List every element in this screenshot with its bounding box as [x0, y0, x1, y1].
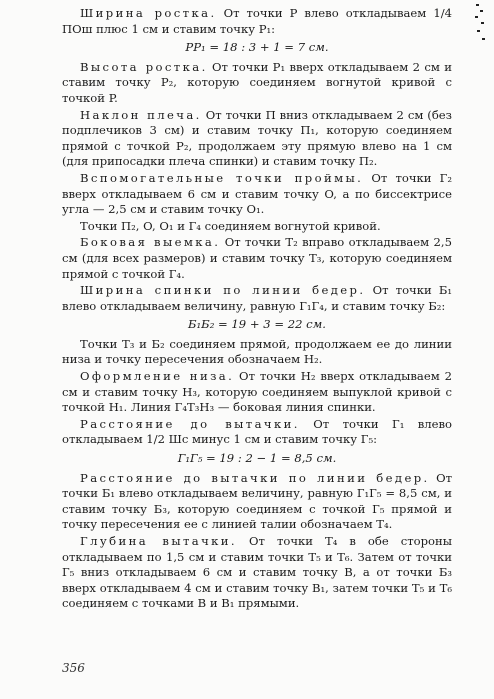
section-heading: Глубина вытачки.	[80, 534, 238, 548]
paragraph	[62, 534, 452, 612]
paragraph-body: Точки П₂, O, O₁ и Г₄ соединяем вогнутой кривой.	[80, 218, 381, 233]
scan-edge-marks	[472, 0, 486, 60]
formula: PP₁ = 18 : 3 + 1 = 7 см.	[185, 40, 329, 55]
paragraph-body: От точки H₂ вверх откладываем 2 см и ставим точку H₃, которую соединяем выпуклой кривой с точкой H₁. Линия Г₄T₃H₃ — боковая линия спинки.	[62, 369, 452, 415]
paragraph-body: От точки T₂ вправо откладываем 2,5 см (для всех размеров) и ставим точку T₃, которую соединяем прямой с точкой Г₄.	[62, 235, 452, 281]
section-heading: Ширина спинки по линии бедер.	[80, 283, 366, 298]
paragraph-body: От точки Г₂ вверх откладываем 6 см и ставим точку O, а по биссектрисе угла — 2,5 см и ставим точку O₁.	[62, 170, 452, 217]
paragraph	[62, 108, 452, 170]
paragraph-body: От точки Б₁ влево откладываем величину, равную Г₁Г₅ = 8,5 см, и ставим точку Б₃, которую соединяем с точкой Г₅ прямой и точку пересечения ее с линией талии обозначаем T₄.	[62, 470, 452, 532]
section-heading: Ширина ростка.	[80, 6, 217, 20]
section-heading: Высота ростка.	[80, 59, 208, 74]
paragraph-body: От точки T₄ в обе стороны откладываем по 1,5 см и ставим точки T₅ и T₆. Затем от точки Г₅ вниз откладываем 6 см и ставим точку B, а от точки Б₃ вверх откладываем 4 см и ставим точку B₁, затем точки T₅ и T₆ соединяем с точками B и B₁ прямыми.	[62, 534, 452, 611]
section-heading: Боковая выемка.	[80, 235, 221, 250]
paragraph-body: От точки P влево откладываем 1/4 ПОш плюс 1 см и ставим точку P₁:	[62, 6, 452, 36]
page-text	[62, 6, 452, 613]
paragraph-body: От точки Г₁ влево откладываем 1/2 Шс минус 1 см и ставим точку Г₅:	[62, 416, 453, 447]
paragraph	[62, 369, 452, 416]
page-number: 356	[62, 661, 85, 675]
paragraph-body: Точки T₃ и Б₂ соединяем прямой, продолжаем ее до линии низа и точку пересечения обозначаем H₂.	[62, 336, 452, 367]
paragraph-body: От точки P₁ вверх откладываем 2 см и ставим точку P₂, которую соединяем вогнутой кривой с точкой P.	[62, 59, 452, 105]
paragraph	[62, 471, 452, 533]
section-heading: Оформление низа.	[80, 369, 235, 384]
paragraph	[62, 235, 452, 282]
paragraph	[62, 337, 452, 368]
section-heading: Вспомогательные точки проймы.	[80, 170, 364, 185]
formula: Б₁Б₂ = 19 + 3 = 22 см.	[188, 317, 326, 332]
paragraph	[62, 6, 452, 37]
section-heading: Расстояние до вытачки по линии бедер.	[80, 470, 430, 485]
paragraph-body: От точки П вниз откладываем 2 см (без подплечиков 3 см) и ставим точку П₁, которую соединяем прямой с точкой P₂, продолжаем эту прямую влево на 1 см (для припосадки плеча спинки) и ставим точку П₂.	[62, 107, 452, 169]
paragraph	[62, 60, 452, 107]
section-heading: Наклон плеча.	[80, 107, 202, 122]
paragraph	[62, 283, 452, 314]
paragraph-body: От точки Б₁ влево откладываем величину, равную Г₁Г₄, и ставим точку Б₂:	[62, 283, 452, 313]
paragraph	[62, 219, 452, 235]
formula: Г₁Г₅ = 19 : 2 − 1 = 8,5 см.	[177, 451, 337, 466]
section-heading: Расстояние до вытачки.	[80, 416, 300, 431]
paragraph	[62, 171, 452, 218]
paragraph	[62, 417, 452, 448]
